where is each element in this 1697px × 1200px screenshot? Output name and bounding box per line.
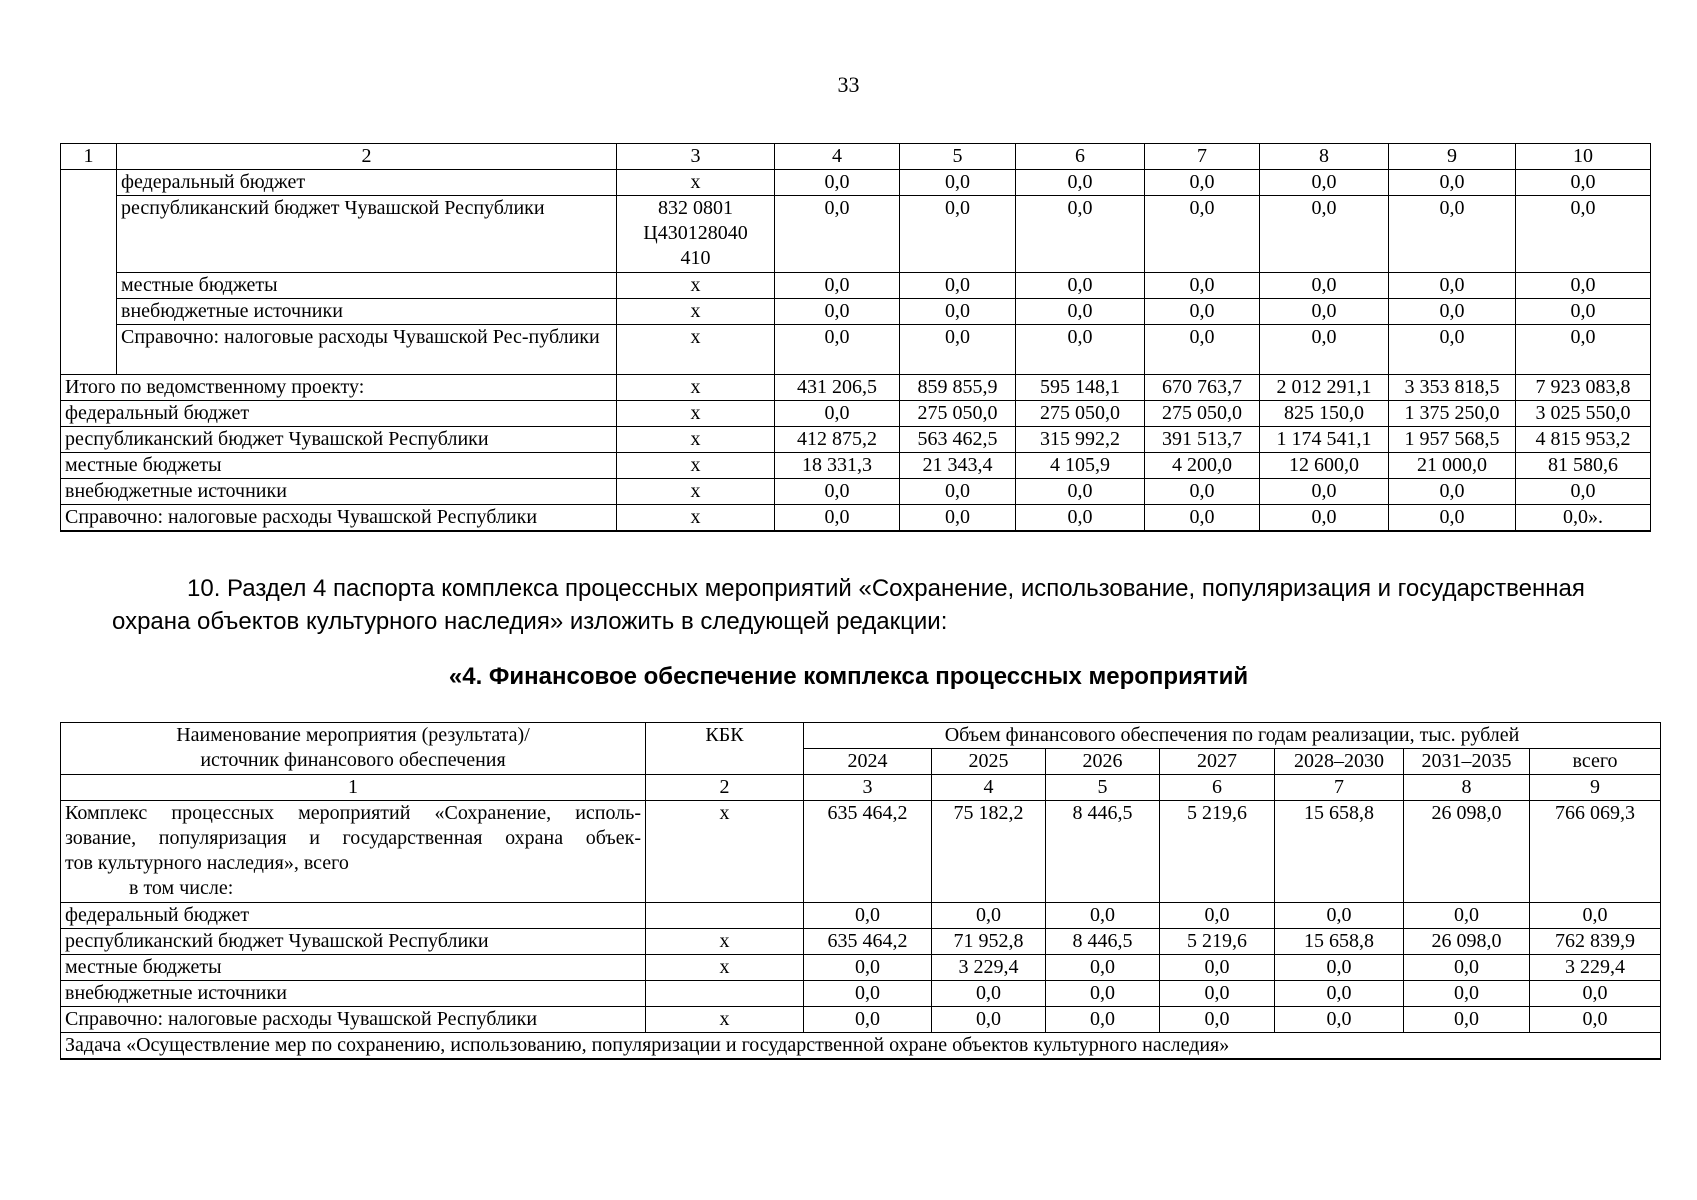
value-cell: 2 012 291,1	[1260, 375, 1389, 401]
total-label-cell: местные бюджеты	[61, 453, 617, 479]
year-header-cell: 2024	[804, 749, 932, 775]
value-cell: 0,0	[1516, 196, 1651, 273]
year-header-cell: 2026	[1046, 749, 1160, 775]
value-cell: 0,0	[900, 505, 1016, 532]
value-cell: 0,0	[1389, 325, 1516, 375]
value-cell: 0,0	[775, 196, 900, 273]
value-cell: 15 658,8	[1275, 801, 1404, 903]
value-cell: 0,0	[1145, 479, 1260, 505]
column-number-cell: 2	[117, 144, 617, 170]
value-cell: 4 105,9	[1016, 453, 1145, 479]
total-row	[61, 505, 1651, 532]
value-cell: 0,0	[1260, 196, 1389, 273]
budget-table-1-body	[61, 144, 1651, 532]
table-row	[61, 981, 1661, 1007]
value-cell: 26 098,0	[1404, 801, 1530, 903]
column-number-cell: 2	[646, 775, 804, 801]
table-row	[61, 325, 1651, 375]
row-group-cell	[61, 170, 117, 375]
value-cell: 0,0	[1260, 325, 1389, 375]
value-cell: 8 446,5	[1046, 801, 1160, 903]
row-label-cell: местные бюджеты	[61, 955, 646, 981]
value-cell: 0,0	[932, 903, 1046, 929]
column-number-cell: 1	[61, 144, 117, 170]
financing-table-body	[61, 723, 1661, 1060]
value-cell: 0,0	[804, 981, 932, 1007]
value-cell: 0,0	[1046, 1007, 1160, 1033]
value-cell: 0,0	[1516, 325, 1651, 375]
column-number-cell: 7	[1275, 775, 1404, 801]
value-cell: 0,0	[775, 325, 900, 375]
value-cell: 825 150,0	[1260, 401, 1389, 427]
value-cell: 0,0	[1145, 273, 1260, 299]
budget-table-1	[60, 143, 1651, 532]
table-row	[61, 929, 1661, 955]
column-number-cell: 3	[617, 144, 775, 170]
row-label-cell: внебюджетные источники	[61, 981, 646, 1007]
value-cell: 1 957 568,5	[1389, 427, 1516, 453]
value-cell: 391 513,7	[1145, 427, 1260, 453]
value-cell: 0,0	[1404, 981, 1530, 1007]
sub-label: в том числе:	[129, 877, 234, 899]
main-row-label-line: Комплекс процессных мероприятий «Сохранение, исполь-	[65, 802, 641, 824]
value-cell: 0,0	[1530, 981, 1661, 1007]
value-cell: 0,0	[775, 505, 900, 532]
volume-column-header: Объем финансового обеспечения по годам реализации, тыс. рублей	[804, 723, 1661, 749]
value-cell: 0,0	[804, 955, 932, 981]
value-cell: 0,0	[900, 170, 1016, 196]
total-label-cell: Справочно: налоговые расходы Чувашской Республики	[61, 505, 617, 532]
row-label-cell: федеральный бюджет	[61, 903, 646, 929]
value-cell: 3 229,4	[932, 955, 1046, 981]
kbk-line: х	[690, 300, 701, 322]
column-number-cell: 3	[804, 775, 932, 801]
value-cell: 1 375 250,0	[1389, 401, 1516, 427]
total-row	[61, 453, 1651, 479]
value-cell: 0,0	[1160, 1007, 1275, 1033]
value-cell: 0,0	[1389, 299, 1516, 325]
value-cell: 0,0	[1404, 1007, 1530, 1033]
value-cell: 0,0	[1145, 505, 1260, 532]
kbk-line: 832 0801	[658, 197, 733, 219]
value-cell: 5 219,6	[1160, 801, 1275, 903]
value-cell: 0,0	[900, 196, 1016, 273]
page-number: 33	[837, 72, 860, 97]
kbk-cell: х	[617, 479, 775, 505]
value-cell: 0,0	[775, 170, 900, 196]
value-cell: 1 174 541,1	[1260, 427, 1389, 453]
value-cell: 0,0	[1016, 505, 1145, 532]
value-cell: 0,0	[1516, 479, 1651, 505]
value-cell: 4 815 953,2	[1516, 427, 1651, 453]
row-label-cell: внебюджетные источники	[117, 299, 617, 325]
value-cell: 563 462,5	[900, 427, 1016, 453]
year-header-cell: 2027	[1160, 749, 1275, 775]
column-number-cell: 4	[932, 775, 1046, 801]
value-cell: 0,0	[1016, 479, 1145, 505]
column-number-cell: 5	[1046, 775, 1160, 801]
value-cell: 0,0	[1275, 903, 1404, 929]
value-cell: 26 098,0	[1404, 929, 1530, 955]
kbk-cell	[617, 170, 775, 196]
value-cell: 0,0	[900, 479, 1016, 505]
value-cell: 315 992,2	[1016, 427, 1145, 453]
kbk-line: х	[690, 171, 701, 193]
kbk-cell: х	[646, 801, 804, 903]
year-header-cell: 2031–2035	[1404, 749, 1530, 775]
total-row	[61, 427, 1651, 453]
value-cell: 0,0	[1516, 273, 1651, 299]
value-cell: 0,0	[1275, 1007, 1404, 1033]
kbk-cell	[617, 299, 775, 325]
value-cell: 0,0	[1016, 170, 1145, 196]
value-cell: 0,0	[1016, 273, 1145, 299]
main-row	[61, 801, 1661, 903]
row-label-cell: Справочно: налоговые расходы Чувашской Рес-публики	[117, 325, 617, 375]
value-cell: 0,0	[804, 903, 932, 929]
value-cell: 766 069,3	[1530, 801, 1661, 903]
total-row	[61, 401, 1651, 427]
value-cell: 0,0	[1260, 505, 1389, 532]
value-cell: 0,0	[1260, 479, 1389, 505]
amendment-paragraph	[112, 572, 1592, 638]
value-cell: 15 658,8	[1275, 929, 1404, 955]
column-number-cell: 7	[1145, 144, 1260, 170]
value-cell: 12 600,0	[1260, 453, 1389, 479]
value-cell: 0,0	[932, 1007, 1046, 1033]
kbk-cell: х	[646, 1007, 804, 1033]
value-cell: 0,0	[775, 299, 900, 325]
value-cell: 0,0	[1275, 955, 1404, 981]
value-cell: 5 219,6	[1160, 929, 1275, 955]
kbk-cell: х	[646, 929, 804, 955]
row-label-cell: Справочно: налоговые расходы Чувашской Республики	[61, 1007, 646, 1033]
value-cell: 275 050,0	[900, 401, 1016, 427]
total-label-cell: Итого по ведомственному проекту:	[61, 375, 617, 401]
total-label-cell: республиканский бюджет Чувашской Республики	[61, 427, 617, 453]
value-cell: 0,0	[1046, 955, 1160, 981]
value-cell: 0,0	[932, 981, 1046, 1007]
value-cell: 0,0	[1145, 170, 1260, 196]
value-cell: 0,0	[1260, 273, 1389, 299]
table-row	[61, 170, 1651, 196]
value-cell: 71 952,8	[932, 929, 1046, 955]
value-cell: 0,0	[1389, 273, 1516, 299]
total-label-cell: федеральный бюджет	[61, 401, 617, 427]
value-cell: 7 923 083,8	[1516, 375, 1651, 401]
value-cell: 0,0	[1516, 299, 1651, 325]
value-cell: 0,0	[1016, 196, 1145, 273]
row-label-cell: республиканский бюджет Чувашской Республики	[117, 196, 617, 273]
value-cell: 275 050,0	[1145, 401, 1260, 427]
value-cell: 0,0	[1404, 955, 1530, 981]
value-cell: 762 839,9	[1530, 929, 1661, 955]
value-cell: 0,0	[1516, 170, 1651, 196]
kbk-line: 410	[680, 247, 711, 269]
value-cell: 431 206,5	[775, 375, 900, 401]
task-row-cell: Задача «Осуществление мер по сохранению, использованию, популяризации и государственной охране объектов культурного наследия»	[61, 1033, 1661, 1060]
kbk-cell	[617, 273, 775, 299]
kbk-cell: х	[617, 427, 775, 453]
table-row	[61, 955, 1661, 981]
value-cell: 635 464,2	[804, 929, 932, 955]
total-row	[61, 375, 1651, 401]
main-row-label-line: тов культурного наследия», всего	[65, 852, 349, 874]
value-cell: 275 050,0	[1016, 401, 1145, 427]
value-cell: 0,0».	[1516, 505, 1651, 532]
section-heading: «4. Финансовое обеспечение комплекса процессных мероприятий	[448, 663, 1249, 690]
column-number-cell: 8	[1404, 775, 1530, 801]
value-cell: 0,0	[900, 299, 1016, 325]
column-number-cell: 8	[1260, 144, 1389, 170]
paragraph-line-2: охрана объектов культурного наследия» изложить в следующей редакции:	[112, 608, 948, 635]
value-cell: 0,0	[1016, 299, 1145, 325]
value-cell: 0,0	[1046, 981, 1160, 1007]
row-label-cell: федеральный бюджет	[117, 170, 617, 196]
value-cell: 3 353 818,5	[1389, 375, 1516, 401]
column-number-cell: 9	[1530, 775, 1661, 801]
value-cell: 0,0	[775, 479, 900, 505]
value-cell: 21 343,4	[900, 453, 1016, 479]
value-cell: 8 446,5	[1046, 929, 1160, 955]
total-row	[61, 479, 1651, 505]
total-label-cell: внебюджетные источники	[61, 479, 617, 505]
kbk-cell	[617, 196, 775, 273]
kbk-cell	[646, 981, 804, 1007]
value-cell: 0,0	[1389, 479, 1516, 505]
value-cell: 859 855,9	[900, 375, 1016, 401]
value-cell: 0,0	[1389, 196, 1516, 273]
row-label-cell: местные бюджеты	[117, 273, 617, 299]
financing-table	[60, 722, 1661, 1060]
column-number-cell: 4	[775, 144, 900, 170]
column-number-row	[61, 775, 1661, 801]
kbk-cell: х	[617, 401, 775, 427]
value-cell: 0,0	[1260, 299, 1389, 325]
value-cell: 81 580,6	[1516, 453, 1651, 479]
value-cell: 0,0	[775, 401, 900, 427]
table-header-row	[61, 723, 1661, 749]
value-cell: 3 229,4	[1530, 955, 1661, 981]
main-row-label-line: зование, популяризация и государственная охрана объек-	[65, 827, 641, 849]
kbk-line: Ц430128040	[643, 222, 748, 244]
header-line: Наименование мероприятия (результата)/	[176, 724, 530, 746]
kbk-line: х	[690, 274, 701, 296]
kbk-column-header: КБК	[646, 723, 804, 775]
row-label-cell: республиканский бюджет Чувашской Республики	[61, 929, 646, 955]
value-cell: 595 148,1	[1016, 375, 1145, 401]
value-cell: 0,0	[1389, 505, 1516, 532]
table-header-row	[61, 144, 1651, 170]
table-row	[61, 1007, 1661, 1033]
value-cell: 0,0	[1016, 325, 1145, 375]
kbk-cell: х	[617, 505, 775, 532]
column-number-cell: 9	[1389, 144, 1516, 170]
value-cell: 0,0	[1389, 170, 1516, 196]
value-cell: 635 464,2	[804, 801, 932, 903]
kbk-cell	[646, 903, 804, 929]
column-number-cell: 6	[1160, 775, 1275, 801]
kbk-cell: х	[617, 375, 775, 401]
table-row	[61, 196, 1651, 273]
name-column-header	[61, 723, 646, 775]
table-row	[61, 273, 1651, 299]
value-cell: 75 182,2	[932, 801, 1046, 903]
value-cell: 0,0	[1145, 299, 1260, 325]
main-row-label	[61, 801, 646, 903]
value-cell: 0,0	[1046, 903, 1160, 929]
value-cell: 412 875,2	[775, 427, 900, 453]
paragraph-line-1: 10. Раздел 4 паспорта комплекса процессных мероприятий «Сохранение, использование, популяризация и государственная	[187, 575, 1585, 602]
kbk-cell: х	[617, 453, 775, 479]
column-number-cell: 5	[900, 144, 1016, 170]
column-number-cell: 10	[1516, 144, 1651, 170]
value-cell: 0,0	[1530, 1007, 1661, 1033]
value-cell: 0,0	[1145, 196, 1260, 273]
value-cell: 18 331,3	[775, 453, 900, 479]
column-number-cell: 6	[1016, 144, 1145, 170]
value-cell: 3 025 550,0	[1516, 401, 1651, 427]
value-cell: 0,0	[1160, 955, 1275, 981]
year-header-cell: 2025	[932, 749, 1046, 775]
value-cell: 670 763,7	[1145, 375, 1260, 401]
value-cell: 4 200,0	[1145, 453, 1260, 479]
table-row	[61, 299, 1651, 325]
year-header-cell: всего	[1530, 749, 1661, 775]
value-cell: 0,0	[1260, 170, 1389, 196]
value-cell: 0,0	[900, 325, 1016, 375]
table-row	[61, 903, 1661, 929]
value-cell: 21 000,0	[1389, 453, 1516, 479]
kbk-cell	[617, 325, 775, 375]
value-cell: 0,0	[900, 273, 1016, 299]
kbk-line: х	[690, 326, 701, 348]
value-cell: 0,0	[1275, 981, 1404, 1007]
value-cell: 0,0	[1160, 981, 1275, 1007]
value-cell: 0,0	[1160, 903, 1275, 929]
value-cell: 0,0	[1145, 325, 1260, 375]
value-cell: 0,0	[775, 273, 900, 299]
value-cell: 0,0	[1404, 903, 1530, 929]
kbk-cell: х	[646, 955, 804, 981]
column-number-cell: 1	[61, 775, 646, 801]
task-row	[61, 1033, 1661, 1060]
value-cell: 0,0	[804, 1007, 932, 1033]
header-line: источник финансового обеспечения	[200, 749, 506, 771]
year-header-cell: 2028–2030	[1275, 749, 1404, 775]
value-cell: 0,0	[1530, 903, 1661, 929]
